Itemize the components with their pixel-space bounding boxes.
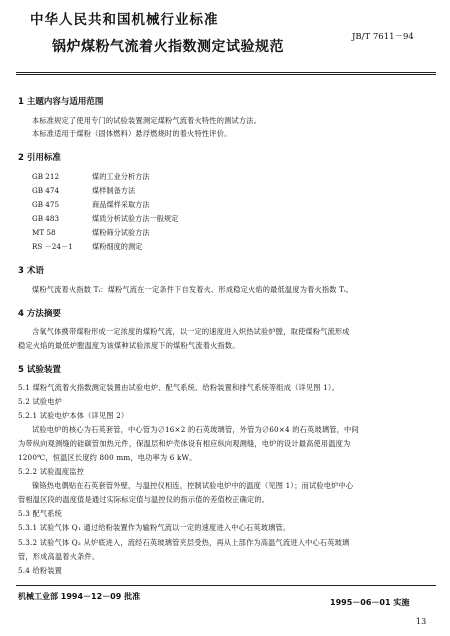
clause-5-2: 5.2 试验电炉 xyxy=(18,397,63,406)
standard-org-title: 中华人民共和国机械行业标准 xyxy=(30,12,219,28)
clause-5-2-1-heading: 5.2.1 试验电炉本体（详见图 2） xyxy=(18,411,129,420)
section-5-heading: 5 试验装置 xyxy=(18,365,61,375)
clause-5-4: 5.4 给粉装置 xyxy=(18,566,63,575)
section-3-paragraph: 煤粉气流着火指数 Tᵢ：煤粉气流在一定条件下自发着火、形成稳定火焰的最低温度为着火指数 Tᵢ。 xyxy=(32,285,354,294)
clause-5-1: 5.1 煤粉气流着火指数测定装置由试验电炉、配气系统、给粉装置和排气系统等组成（详见图 1）。 xyxy=(18,383,340,392)
ref-name: 煤粉筛分试验方法 xyxy=(92,228,150,237)
clause-5-3-1: 5.3.1 试验气体 Q₁ 通过给粉装置作为输粉气流以一定的速度进入中心石英玻璃管。 xyxy=(18,523,291,532)
clause-5-3-2-line-1: 5.3.2 试验气体 Q₂ 从炉底进入，流经石英玻璃管夹层受热，再从上部作为高温气流进入中心石英玻璃 xyxy=(18,538,350,547)
ref-code: GB 474 xyxy=(32,186,60,195)
clause-5-2-1-line-3: 1200℃，恒温区长度约 800 mm，电功率为 6 kW。 xyxy=(18,453,197,462)
implementation-date: 1995－06－01 实施 xyxy=(330,598,410,607)
footer-rule xyxy=(16,585,436,586)
approval-date: 机械工业部 1994－12－09 批准 xyxy=(18,592,141,601)
section-4-heading: 4 方法摘要 xyxy=(18,309,61,319)
ref-code: GB 475 xyxy=(32,200,60,209)
document-title: 锅炉煤粉气流着火指数测定试验规范 xyxy=(52,39,284,55)
clause-5-3-2-line-2: 管，形成高温着火条件。 xyxy=(18,552,100,561)
standard-number: JB/T 7611－94 xyxy=(352,32,414,42)
section-4-line-2: 稳定火焰的最低炉膛温度为该煤种试验浓度下的煤粉气流着火指数。 xyxy=(18,341,240,350)
ref-name: 煤的工业分析方法 xyxy=(92,172,150,181)
page-number: 13 xyxy=(416,617,427,626)
clause-5-2-1-line-1: 试验电炉的核心为石英套管，中心管为∅16×2 的石英玻璃管，外管为∅60×4 的石英玻璃管，中间 xyxy=(32,425,359,434)
clause-5-2-1-line-2: 为带纵向观测缝的硅碳管加热元件，保温层和炉壳体设有相应纵向观测缝，电炉的设计最高使用温度为 xyxy=(18,439,351,448)
ref-code: RS －24－1 xyxy=(32,242,73,251)
section-4-line-1: 含氧气体携带煤粉形成一定浓度的煤粉气流，以一定的速度进入炽热试验炉膛，取使煤粉气流形成 xyxy=(32,327,350,336)
ref-code: GB 483 xyxy=(32,214,60,223)
ref-name: 煤样制备方法 xyxy=(92,186,136,195)
header-rule xyxy=(16,72,436,73)
ref-code: MT 58 xyxy=(32,228,56,237)
section-3-heading: 3 术语 xyxy=(18,266,44,276)
section-1-heading: 1 主题内容与适用范围 xyxy=(18,97,104,107)
section-2-heading: 2 引用标准 xyxy=(18,153,61,163)
clause-5-2-2-heading: 5.2.2 试验温度监控 xyxy=(18,467,85,476)
clause-5-3: 5.3 配气系统 xyxy=(18,509,63,518)
ref-code: GB 212 xyxy=(32,172,60,181)
clause-5-2-2-line-2: 管相温区段的温度值是通过实际标定值与温控仪的指示值的差值校正确定的。 xyxy=(18,495,270,504)
clause-5-2-2-line-1: 镍铬热电偶贴在石英套管外壁，与温控仪相连，控制试验电炉中的温度（见图 1）；而试验电炉中心 xyxy=(32,481,354,490)
section-1-paragraph-2: 本标准适用于煤粉（固体燃料）悬浮燃烧时的着火特性评价。 xyxy=(32,129,232,138)
ref-name: 商品煤样采取方法 xyxy=(92,200,150,209)
ref-name: 煤质分析试验方法一般规定 xyxy=(92,214,179,223)
ref-name: 煤粉细度的测定 xyxy=(92,242,143,251)
header-rule-double xyxy=(16,74,436,75)
section-1-paragraph-1: 本标准规定了使用专门的试验装置测定煤粉气流着火特性的测试方法。 xyxy=(32,116,262,125)
